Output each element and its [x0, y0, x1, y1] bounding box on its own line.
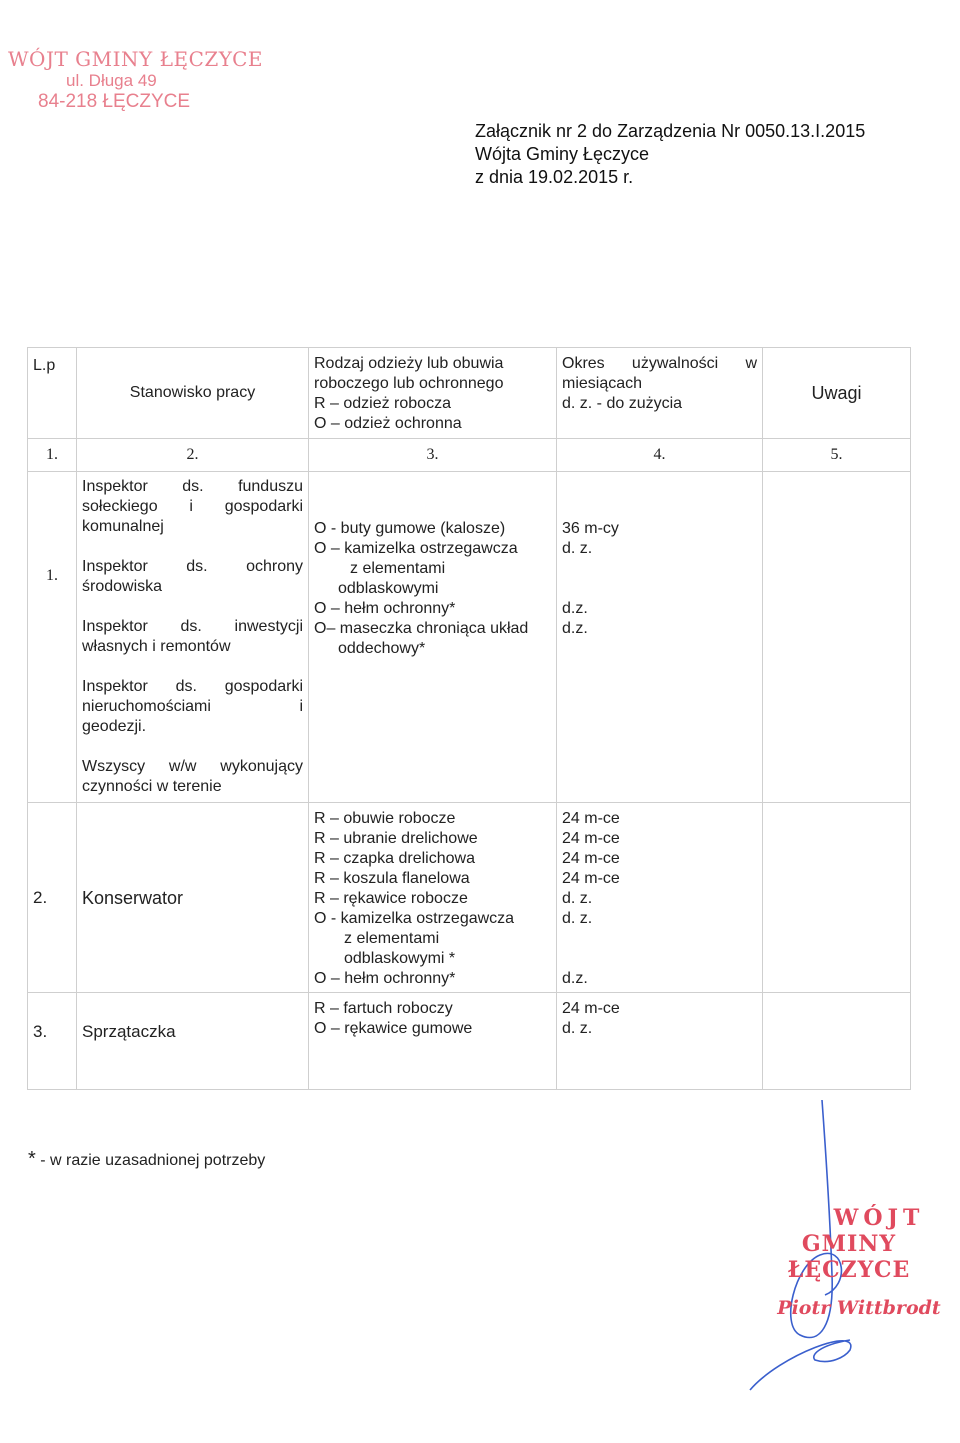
period-line: 24 m-ce	[562, 830, 620, 847]
col-number: 2.	[77, 439, 309, 472]
position-entry: Wszyscy w/w wykonujący czynności w terenie	[82, 758, 303, 795]
header-clothing-line: R – odzież robocza	[314, 395, 451, 412]
header-clothing	[309, 348, 557, 439]
row-lp: 1.	[28, 472, 77, 803]
item-line: R – ubranie drelichowe	[314, 830, 478, 847]
footnote-text: - w razie uzasadnionej potrzeby	[40, 1152, 266, 1169]
signature-stroke-lower	[750, 1340, 851, 1390]
period-line: 24 m-ce	[562, 810, 620, 827]
row-periods	[557, 993, 763, 1090]
column-number-row	[28, 439, 911, 472]
period-line: d.z.	[562, 970, 588, 987]
position-entry: Inspektor ds. funduszu sołeckiego i gospodarki komunalnej	[82, 478, 303, 535]
table-row	[28, 993, 911, 1090]
position-entry: Inspektor ds. gospodarki nieruchomościami i geodezji.	[82, 678, 303, 735]
period-line	[562, 559, 757, 579]
table-row	[28, 803, 911, 993]
header-period	[557, 348, 763, 439]
footnote	[28, 1148, 265, 1171]
header-clothing-line: O – odzież ochronna	[314, 415, 462, 432]
position-entry: Inspektor ds. ochrony środowiska	[82, 558, 303, 595]
item-line: odblaskowymi	[338, 580, 439, 597]
col-number: 4.	[557, 439, 763, 472]
period-line: 24 m-ce	[562, 850, 620, 867]
header-notes: Uwagi	[763, 348, 911, 439]
item-line: odblaskowymi *	[344, 950, 456, 967]
header-note	[475, 120, 865, 189]
item-line: O – hełm ochronny*	[314, 970, 456, 987]
period-line: 36 m-cy	[562, 520, 619, 537]
row-periods	[557, 803, 763, 993]
row-position: Konserwator	[77, 803, 309, 993]
item-line: O - kamizelka ostrzegawcza	[314, 910, 515, 927]
item-line: R – fartuch roboczy	[314, 1000, 453, 1017]
header-clothing-line: Rodzaj odzieży lub obuwia	[314, 355, 504, 372]
footnote-star: *	[28, 1148, 36, 1170]
equipment-table	[27, 347, 911, 1090]
col-number: 1.	[28, 439, 77, 472]
stamp-top	[8, 48, 263, 112]
stamp-bottom	[738, 1205, 960, 1319]
item-line: R – koszula flanelowa	[314, 870, 470, 887]
period-line: d.z.	[562, 620, 588, 637]
header-period-line: miesiącach	[562, 375, 643, 392]
stamp-bottom-line2: GMINY ŁĘCZYCE	[787, 1231, 911, 1283]
item-line: R – rękawice robocze	[314, 890, 468, 907]
table-row	[28, 472, 911, 803]
item-line: O - buty gumowe (kalosze)	[314, 520, 506, 537]
header-position: Stanowisko pracy	[77, 348, 309, 439]
item-line: O – kamizelka ostrzegawcza	[314, 540, 518, 557]
row-items	[309, 803, 557, 993]
header-period-line: Okres używalności w	[562, 355, 757, 372]
period-line: d. z.	[562, 1020, 593, 1037]
header-line1: Załącznik nr 2 do Zarządzenia Nr 0050.13.I.2015	[475, 121, 866, 141]
row-lp: 2.	[28, 803, 77, 993]
row-lp: 3.	[28, 993, 77, 1090]
stamp-top-line2: ul. Długa 49	[66, 71, 157, 90]
row-periods	[557, 472, 763, 803]
stamp-top-line1: WÓJT GMINY ŁĘCZYCE	[8, 47, 264, 71]
header-row	[28, 348, 911, 439]
header-line3: z dnia 19.02.2015 r.	[475, 167, 634, 187]
item-line: O – hełm ochronny*	[314, 600, 456, 617]
header-line2: Wójta Gminy Łęczyce	[475, 144, 650, 164]
col-number: 3.	[309, 439, 557, 472]
stamp-top-line3: 84-218 ŁĘCZYCE	[38, 90, 191, 112]
stamp-bottom-title: WÓJT	[833, 1205, 925, 1231]
period-line: d. z.	[562, 890, 593, 907]
item-line: oddechowy*	[338, 640, 426, 657]
period-line	[562, 579, 757, 599]
period-line	[562, 949, 757, 969]
period-line	[562, 639, 757, 659]
item-line: O– maseczka chroniąca układ	[314, 620, 529, 637]
row-notes	[763, 472, 911, 803]
header-period-line: d. z. - do zużycia	[562, 395, 683, 412]
header-lp: L.p	[28, 348, 77, 439]
period-line: d. z.	[562, 910, 593, 927]
item-line: z elementami	[344, 930, 440, 947]
position-entry: Inspektor ds. inwestycji własnych i remontów	[82, 618, 303, 655]
period-line: 24 m-ce	[562, 870, 620, 887]
stamp-bottom-name: Piotr Wittbrodt	[777, 1297, 941, 1319]
row-positions	[77, 472, 309, 803]
period-line: d.z.	[562, 600, 588, 617]
row-notes	[763, 803, 911, 993]
item-line: R – czapka drelichowa	[314, 850, 475, 867]
row-items	[309, 472, 557, 803]
col-number: 5.	[763, 439, 911, 472]
period-line	[562, 929, 757, 949]
row-position: Sprzątaczka	[77, 993, 309, 1090]
period-line: d. z.	[562, 540, 593, 557]
item-line: O – rękawice gumowe	[314, 1020, 473, 1037]
row-notes	[763, 993, 911, 1090]
period-line: 24 m-ce	[562, 1000, 620, 1017]
item-line: R – obuwie robocze	[314, 810, 456, 827]
header-clothing-line: roboczego lub ochronnego	[314, 375, 504, 392]
item-line: z elementami	[350, 560, 446, 577]
row-items	[309, 993, 557, 1090]
